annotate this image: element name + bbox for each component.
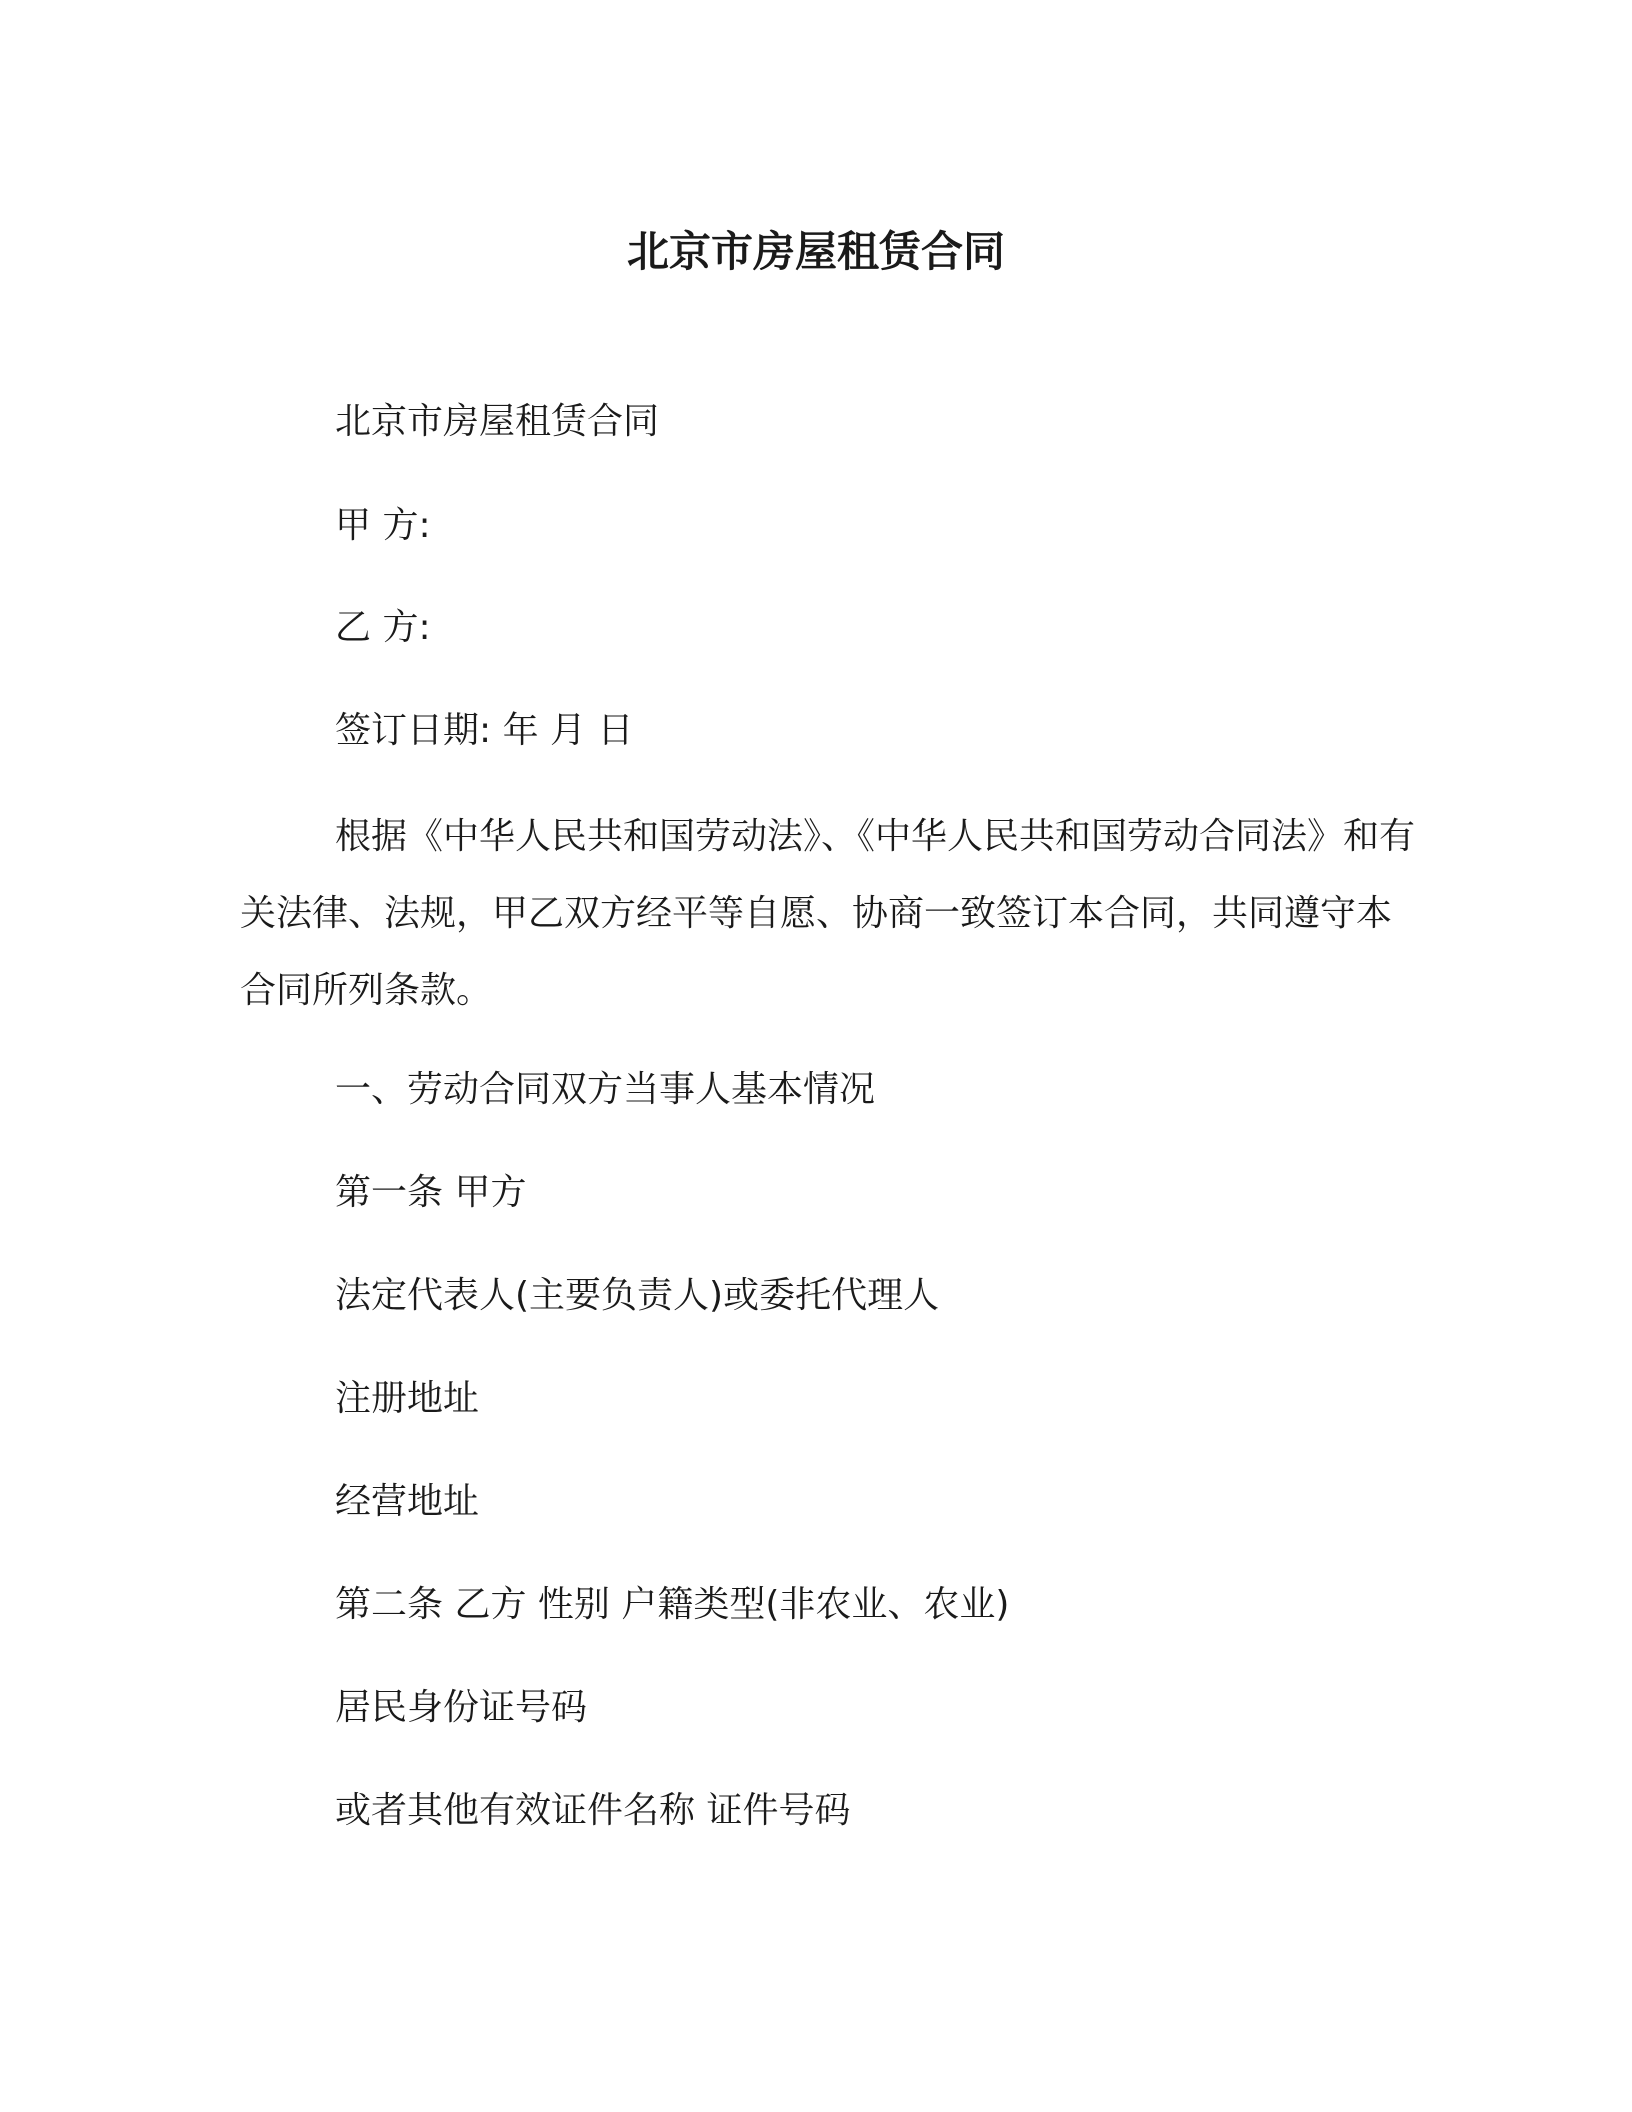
section-1-heading: 一、劳动合同双方当事人基本情况 [335, 1069, 876, 1110]
preamble-paragraph [240, 798, 1420, 1029]
business-address-label: 经营地址 [335, 1481, 480, 1522]
registered-address-label: 注册地址 [335, 1378, 480, 1419]
id-number-label: 居民身份证号码 [335, 1687, 588, 1728]
document-title: 北京市房屋租赁合同 [626, 227, 1005, 276]
sign-date-label: 签订日期: 年 月 日 [335, 710, 634, 751]
legal-representative-label: 法定代表人(主要负责人)或委托代理人 [335, 1275, 940, 1316]
contract-subtitle: 北京市房屋租赁合同 [335, 401, 660, 442]
article-2-label: 第二条 乙方 性别 户籍类型(非农业、农业) [335, 1584, 1010, 1625]
party-a-label: 甲 方: [335, 505, 431, 546]
other-id-label: 或者其他有效证件名称 证件号码 [335, 1790, 851, 1831]
preamble-text: 根据《中华人民共和国劳动法》、《中华人民共和国劳动合同法》和有关法律、法规，甲乙双方经平等自愿、协商一致签订本合同，共同遵守本合同所列条款。 [240, 816, 1416, 1011]
party-b-label: 乙 方: [335, 607, 431, 648]
article-1-label: 第一条 甲方 [335, 1172, 527, 1213]
